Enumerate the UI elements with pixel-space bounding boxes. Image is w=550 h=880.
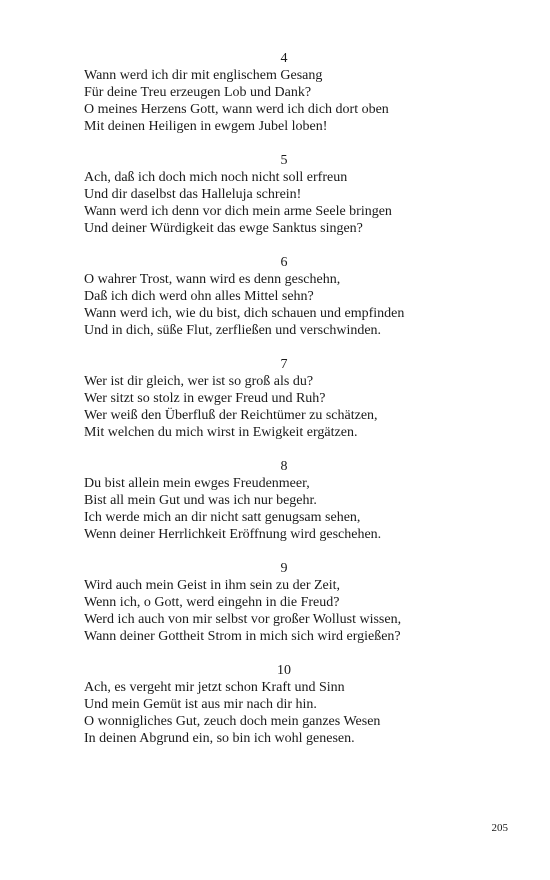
stanza-number: 7 xyxy=(280,357,288,372)
poem-body xyxy=(84,50,504,764)
verse-line: Und deiner Würdigkeit das ewge Sanktus singen? xyxy=(84,221,363,236)
verse-line: Wird auch mein Geist in ihm sein zu der Zeit, xyxy=(84,578,341,593)
stanza-6 xyxy=(84,254,504,339)
verse-line: Mit welchen du mich wirst in Ewigkeit ergätzen. xyxy=(84,425,358,440)
stanza-10 xyxy=(84,662,504,747)
verse-line: Daß ich dich werd ohn alles Mittel sehn? xyxy=(84,289,314,304)
verse-line: Ach, daß ich doch mich noch nicht soll erfreun xyxy=(84,170,348,185)
verse-line: Wer sitzt so stolz in ewger Freud und Ruh? xyxy=(84,391,326,406)
verse-line: O meines Herzens Gott, wann werd ich dich dort oben xyxy=(84,102,389,117)
verse-line: Für deine Treu erzeugen Lob und Dank? xyxy=(84,85,312,100)
verse-line: O wonnigliches Gut, zeuch doch mein ganzes Wesen xyxy=(84,714,381,729)
stanza-8 xyxy=(84,458,504,543)
verse-line: O wahrer Trost, wann wird es denn geschehn, xyxy=(84,272,341,287)
verse-line: Du bist allein mein ewges Freudenmeer, xyxy=(84,476,310,491)
verse-line: Wann werd ich dir mit englischem Gesang xyxy=(84,68,323,83)
verse-line: Wenn ich, o Gott, werd eingehn in die Freud? xyxy=(84,595,340,610)
stanza-number: 4 xyxy=(280,51,288,66)
verse-line: Wenn deiner Herrlichkeit Eröffnung wird geschehen. xyxy=(84,527,382,542)
verse-line: Wann deiner Gottheit Strom in mich sich wird ergießen? xyxy=(84,629,401,644)
verse-line: Ach, es vergeht mir jetzt schon Kraft und Sinn xyxy=(84,680,345,695)
verse-line: Mit deinen Heiligen in ewgem Jubel loben! xyxy=(84,119,328,134)
verse-line: Und in dich, süße Flut, zerfließen und verschwinden. xyxy=(84,323,382,338)
verse-line: Und mein Gemüt ist aus mir nach dir hin. xyxy=(84,697,317,712)
stanza-5 xyxy=(84,152,504,237)
stanza-number: 9 xyxy=(280,561,288,576)
stanza-9 xyxy=(84,560,504,645)
verse-line: Wer weiß den Überfluß der Reichtümer zu schätzen, xyxy=(84,408,378,423)
stanza-4 xyxy=(84,50,504,135)
page-number: 205 xyxy=(491,822,508,834)
stanza-7 xyxy=(84,356,504,441)
stanza-number: 10 xyxy=(277,663,291,678)
verse-line: Wann werd ich, wie du bist, dich schauen und empfinden xyxy=(84,306,405,321)
verse-line: In deinen Abgrund ein, so bin ich wohl genesen. xyxy=(84,731,355,746)
stanza-number: 8 xyxy=(280,459,288,474)
verse-line: Ich werde mich an dir nicht satt genugsam sehen, xyxy=(84,510,361,525)
stanza-number: 6 xyxy=(280,255,288,270)
verse-line: Wann werd ich denn vor dich mein arme Seele bringen xyxy=(84,204,392,219)
verse-line: Wer ist dir gleich, wer ist so groß als du? xyxy=(84,374,314,389)
stanza-number: 5 xyxy=(280,153,288,168)
verse-line: Bist all mein Gut und was ich nur begehr. xyxy=(84,493,317,508)
verse-line: Werd ich auch von mir selbst vor großer Wollust wissen, xyxy=(84,612,402,627)
verse-line: Und dir daselbst das Halleluja schrein! xyxy=(84,187,302,202)
